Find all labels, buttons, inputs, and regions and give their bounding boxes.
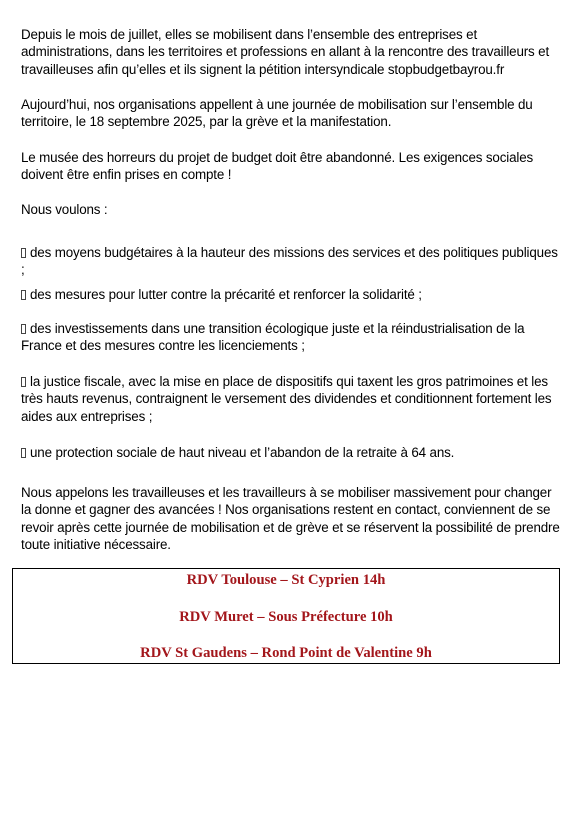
bullet-text: des moyens budgétaires à la hauteur des missions des services et des politiques publiques ; [21, 245, 558, 278]
paragraph-appel: Nous appelons les travailleuses et les travailleurs à se mobiliser massivement pour changer la donne et gagner des avancées ! Nos organisations restent en contact, conviennent de se revoir après cette journée de mobilisation et de grève et se réservent la possibilité de prendre toute initiative nécessaire. [21, 485, 560, 552]
bullet-text: des mesures pour lutter contre la précarité et renforcer la solidarité ; [30, 287, 422, 302]
bullet-text: des investissements dans une transition écologique juste et la réindustrialisation de la France et des mesures contre les licenciements ; [21, 321, 525, 354]
paragraph-musee: Le musée des horreurs du projet de budget doit être abandonné. Les exigences sociales doivent être enfin prises en compte ! [21, 150, 534, 183]
bullet-icon [21, 377, 26, 387]
rdv-muret: RDV Muret – Sous Préfecture 10h [179, 609, 393, 625]
rdv-toulouse: RDV Toulouse – St Cyprien 14h [186, 572, 386, 588]
bullet-item [21, 320, 561, 355]
rdv-st-gaudens: RDV St Gaudens – Rond Point de Valentine 9h [140, 645, 432, 661]
bullet-item [21, 286, 561, 303]
bullet-icon [21, 248, 26, 258]
paragraph-nous-voulons: Nous voulons : [21, 202, 108, 217]
paragraph-mobilisation: Depuis le mois de juillet, elles se mobilisent dans l’ensemble des entreprises et administrations, dans les territoires et professions en allant à la rencontre des travailleurs et travailleuses afin qu’elles et ils signent la pétition intersyndicale stopbudgetbayrou.fr [21, 27, 550, 77]
bullet-item [21, 444, 561, 461]
rdv-box [12, 568, 560, 664]
bullet-icon [21, 448, 26, 458]
bullet-icon [21, 290, 26, 300]
bullet-item [21, 244, 561, 279]
bullet-text: une protection sociale de haut niveau et l’abandon de la retraite à 64 ans. [30, 445, 455, 460]
paragraph-journee: Aujourd’hui, nos organisations appellent à une journée de mobilisation sur l’ensemble du territoire, le 18 septembre 2025, par la grève et la manifestation. [21, 97, 533, 130]
bullet-text: la justice fiscale, avec la mise en place de dispositifs qui taxent les gros patrimoines et les très hauts revenus, contraignent le versement des dividendes et conditionnent fortement les aides aux entreprises ; [21, 374, 552, 424]
bullet-icon [21, 324, 26, 334]
bullet-item [21, 373, 561, 425]
